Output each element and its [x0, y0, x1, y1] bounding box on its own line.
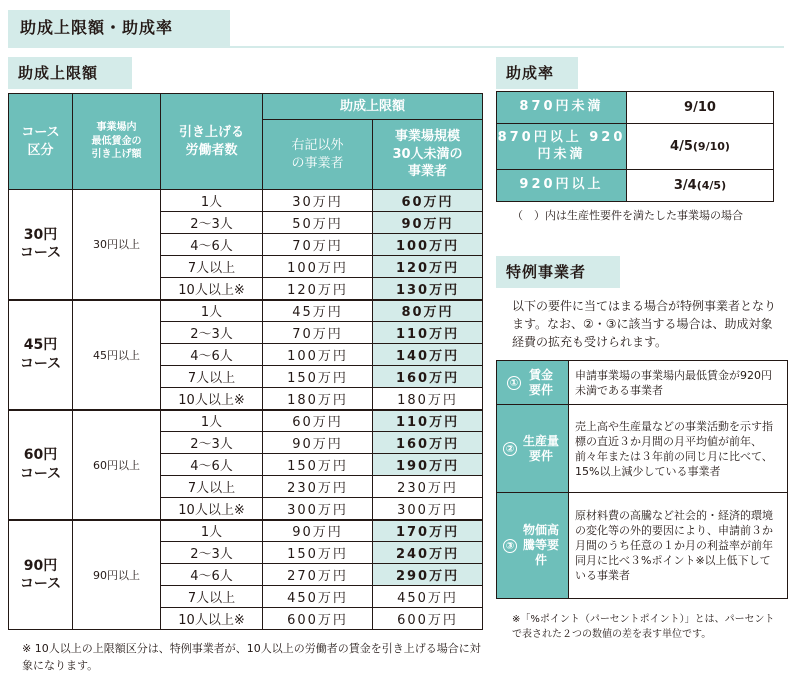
workers-cell: 2～3人	[161, 432, 263, 454]
upper-limit-table	[8, 93, 483, 630]
amount-small-cell: 160万円	[373, 432, 483, 454]
workers-cell: 4～6人	[161, 234, 263, 256]
rate-table	[496, 91, 774, 202]
amount-small-cell: 170万円	[373, 520, 483, 542]
table-row	[9, 520, 483, 542]
workers-cell: 10人以上※	[161, 278, 263, 300]
workers-cell: 7人以上	[161, 476, 263, 498]
rate-label-920-over: 920円以上	[497, 170, 627, 202]
amount-small-cell: 130万円	[373, 278, 483, 300]
rate-value-870-920: 4/5(9/10)	[627, 124, 774, 170]
amount-other-cell: 70万円	[263, 234, 373, 256]
amount-small-cell: 60万円	[373, 190, 483, 212]
table-row	[9, 410, 483, 432]
amount-other-cell: 70万円	[263, 322, 373, 344]
header-small: 事業場規模 30人未満の 事業者	[373, 120, 483, 190]
page-title: 助成上限額・助成率	[8, 10, 230, 46]
amount-small-cell: 140万円	[373, 344, 483, 366]
table-row	[9, 300, 483, 322]
amount-small-cell: 100万円	[373, 234, 483, 256]
amount-other-cell: 180万円	[263, 388, 373, 410]
table-row	[9, 190, 483, 212]
amount-small-cell: 450万円	[373, 586, 483, 608]
workers-cell: 10人以上※	[161, 608, 263, 630]
amount-small-cell: 230万円	[373, 476, 483, 498]
amount-other-cell: 90万円	[263, 432, 373, 454]
workers-cell: 1人	[161, 300, 263, 322]
course-name: 45円 コース	[9, 300, 73, 410]
rate-value-920-over: 3/4(4/5)	[627, 170, 774, 202]
amount-small-cell: 600万円	[373, 608, 483, 630]
amount-other-cell: 150万円	[263, 454, 373, 476]
amount-small-cell: 110万円	[373, 410, 483, 432]
course-wage: 45円以上	[73, 300, 161, 410]
rate-value-under-870: 9/10	[627, 92, 774, 124]
amount-other-cell: 30万円	[263, 190, 373, 212]
amount-small-cell: 90万円	[373, 212, 483, 234]
workers-cell: 4～6人	[161, 564, 263, 586]
amount-small-cell: 190万円	[373, 454, 483, 476]
workers-cell: 2～3人	[161, 212, 263, 234]
course-name: 60円 コース	[9, 410, 73, 520]
workers-cell: 2～3人	[161, 322, 263, 344]
rate-note: （ ）内は生産性要件を満たした事業場の場合	[512, 209, 743, 222]
section-label-upper-limit: 助成上限額	[8, 57, 132, 89]
amount-small-cell: 110万円	[373, 322, 483, 344]
course-wage: 60円以上	[73, 410, 161, 520]
requirement-body-2: 売上高や生産量などの事業活動を示す指標の直近３か月間の月平均値が前年、前々年または３年前の同じ月に比べて、15%以上減少している事業者	[569, 405, 788, 493]
amount-other-cell: 90万円	[263, 520, 373, 542]
course-wage: 30円以上	[73, 190, 161, 300]
workers-cell: 7人以上	[161, 256, 263, 278]
workers-cell: 1人	[161, 410, 263, 432]
course-name: 90円 コース	[9, 520, 73, 630]
header-course: コース 区分	[9, 94, 73, 190]
workers-cell: 4～6人	[161, 344, 263, 366]
section-label-special: 特例事業者	[496, 256, 620, 288]
amount-small-cell: 80万円	[373, 300, 483, 322]
amount-other-cell: 300万円	[263, 498, 373, 520]
requirement-body-1: 申請事業場の事業場内最低賃金が920円未満である事業者	[569, 361, 788, 405]
bottom-note: ※ 10人以上の上限額区分は、特例事業者が、10人以上の労働者の賃金を引き上げる場合に対象になります。	[22, 642, 481, 672]
upper-limit-table-body	[9, 190, 483, 630]
workers-cell: 4～6人	[161, 454, 263, 476]
amount-other-cell: 100万円	[263, 344, 373, 366]
workers-cell: 1人	[161, 520, 263, 542]
workers-cell: 1人	[161, 190, 263, 212]
amount-small-cell: 290万円	[373, 564, 483, 586]
workers-cell: 10人以上※	[161, 388, 263, 410]
header-min-wage: 事業場内 最低賃金の 引き上げ額	[73, 94, 161, 190]
rate-label-870-920: 870円以上 920円未満	[497, 124, 627, 170]
header-amount: 助成上限額	[263, 94, 483, 120]
workers-cell: 7人以上	[161, 366, 263, 388]
requirement-body-3: 原材料費の高騰など社会的・経済的環境の変化等の外的要因により、申請前３か月間のうち任意の１か月の利益率が前年同月に比べ３%ポイント※以上低下している事業者	[569, 493, 788, 599]
requirement-head-3: ③物価高騰等要件	[497, 493, 569, 599]
workers-cell: 10人以上※	[161, 498, 263, 520]
amount-other-cell: 60万円	[263, 410, 373, 432]
header-workers: 引き上げる 労働者数	[161, 94, 263, 190]
requirement-head-2: ②生産量要件	[497, 405, 569, 493]
amount-other-cell: 100万円	[263, 256, 373, 278]
amount-small-cell: 300万円	[373, 498, 483, 520]
amount-small-cell: 160万円	[373, 366, 483, 388]
amount-other-cell: 150万円	[263, 542, 373, 564]
amount-small-cell: 180万円	[373, 388, 483, 410]
course-name: 30円 コース	[9, 190, 73, 300]
workers-cell: 7人以上	[161, 586, 263, 608]
amount-other-cell: 230万円	[263, 476, 373, 498]
requirements-table	[496, 360, 788, 599]
special-intro: 以下の要件に当てはまる場合が特例事業者となります。なお、②・③に該当する場合は、助成対象経費の拡充も受けられます。	[512, 299, 777, 349]
rate-label-under-870: 870円未満	[497, 92, 627, 124]
amount-other-cell: 450万円	[263, 586, 373, 608]
amount-small-cell: 120万円	[373, 256, 483, 278]
amount-small-cell: 240万円	[373, 542, 483, 564]
section-label-rate: 助成率	[496, 57, 578, 89]
requirements-note: ※「%ポイント（パーセントポイント）」とは、パーセントで表された２つの数値の差を表す単位です。	[512, 614, 775, 640]
requirement-head-1: ①賃金要件	[497, 361, 569, 405]
course-wage: 90円以上	[73, 520, 161, 630]
amount-other-cell: 45万円	[263, 300, 373, 322]
header-other: 右記以外 の事業者	[263, 120, 373, 190]
amount-other-cell: 120万円	[263, 278, 373, 300]
workers-cell: 2～3人	[161, 542, 263, 564]
amount-other-cell: 600万円	[263, 608, 373, 630]
amount-other-cell: 270万円	[263, 564, 373, 586]
amount-other-cell: 150万円	[263, 366, 373, 388]
title-underline	[8, 46, 784, 48]
amount-other-cell: 50万円	[263, 212, 373, 234]
